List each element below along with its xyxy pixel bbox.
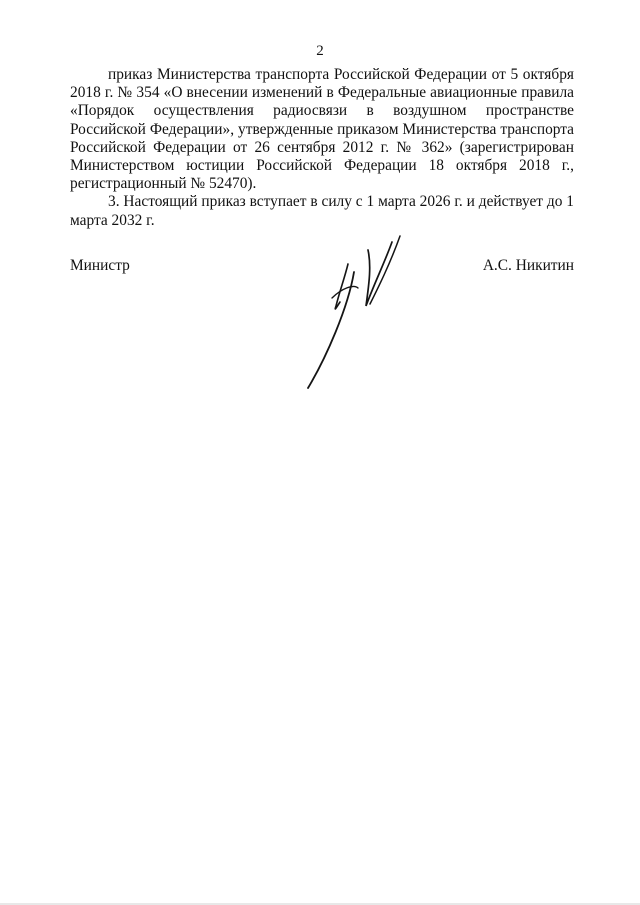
signatory-position: Министр xyxy=(70,257,130,274)
handwritten-signature xyxy=(296,228,416,396)
paragraph-repealed-order: приказ Министерства транспорта Российской Федерации от 5 октября 2018 г. № 354 «О внесении изменений в Федеральные авиационные правила «Порядок осуществления радиосвязи в воздушном пространстве Российской Федерации», утвержденные приказом Министерства транспорта Российской Федерации от 26 сентября 2012 г. № 362» (зарегистрирован Министерством юстиции Российской Федерации 18 октября 2018 г., регистрационный № 52470). xyxy=(70,66,574,193)
paragraph-effective-date: 3. Настоящий приказ вступает в силу с 1 марта 2026 г. и действует до 1 марта 2032 г. xyxy=(70,193,574,229)
signatory-name: А.С. Никитин xyxy=(482,257,574,274)
page-number: 2 xyxy=(316,43,324,59)
document-body xyxy=(70,66,574,230)
